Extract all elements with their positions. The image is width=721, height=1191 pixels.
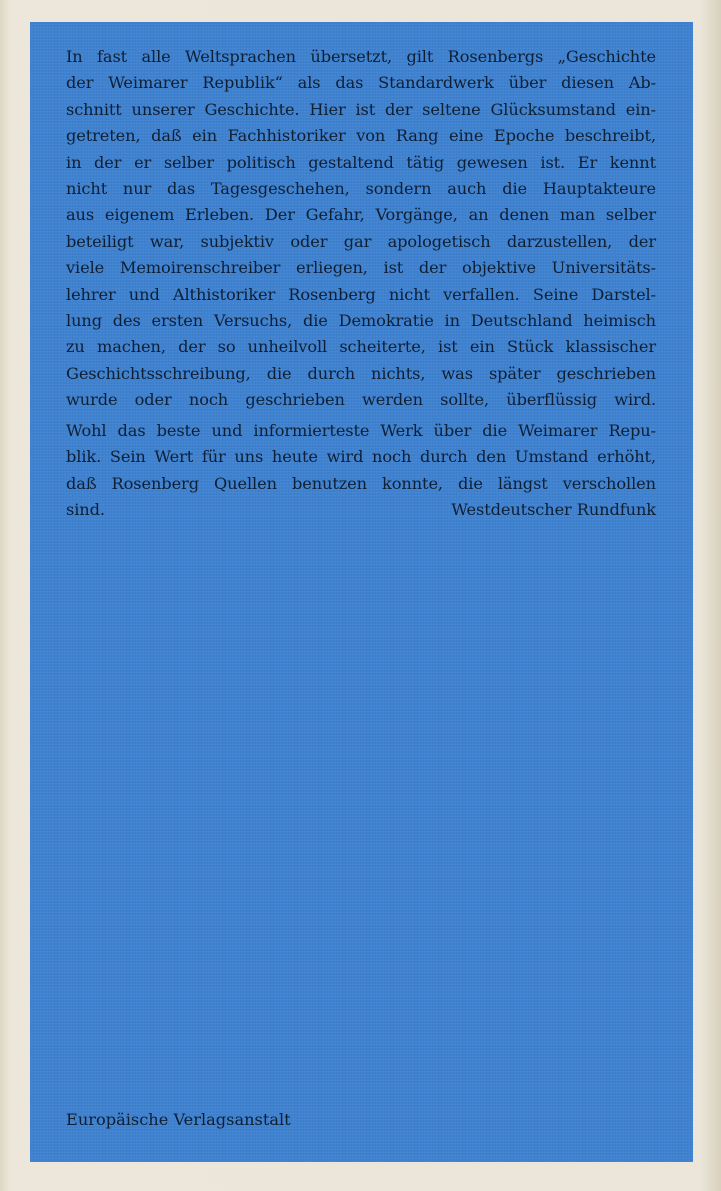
blurb-paragraph-2 [66,418,656,524]
blurb-line: aus eigenem Erleben. Der Gefahr, Vorgänge, an denen man selber [66,205,656,225]
blurb-line: getreten, daß ein Fachhistoriker von Rang eine Epoche beschreibt, [66,126,656,146]
blurb-line: viele Memoirenschreiber erliegen, ist der objektive Universitäts- [66,258,656,278]
blurb-line: in der er selber politisch gestaltend tätig gewesen ist. Er kennt [66,152,656,172]
blurb-line: blik. Sein Wert für uns heute wird noch durch den Umstand erhöht, [66,447,656,467]
blurb-line: der Weimarer Republik“ als das Standardwerk über diesen Ab- [66,73,656,93]
blurb-line: In fast alle Weltsprachen übersetzt, gilt Rosenbergs „Geschichte [66,47,656,66]
blurb-line: wurde oder noch geschrieben werden sollte, überflüssig wird. [66,390,656,410]
blurb-line: Wohl das beste und informierteste Werk über die Weimarer Repu- [66,421,656,440]
blurb-line: daß Rosenberg Quellen benutzen konnte, die längst verschollen [66,473,656,493]
blurb-line: schnitt unserer Geschichte. Hier ist der seltene Glücksumstand ein- [66,99,656,119]
blurb-line: lehrer und Althistoriker Rosenberg nicht verfallen. Seine Darstel- [66,284,656,304]
blurb-line: sind. [66,500,105,520]
blurb-paragraph-1 [66,44,656,414]
quote-source: Westdeutscher Rundfunk [451,500,656,520]
blue-cover-panel [30,22,693,1162]
blurb-line: Geschichtsschreibung, die durch nichts, was später geschrieben [66,363,656,383]
blurb-line: nicht nur das Tagesgeschehen, sondern auch die Hauptakteure [66,179,656,199]
blurb-line: lung des ersten Versuchs, die Demokratie in Deutschland heimisch [66,311,656,331]
blurb-line: zu machen, der so unheilvoll scheiterte, ist ein Stück klassischer [66,337,656,357]
closing-row [66,497,656,523]
blurb-line: beteiligt war, subjektiv oder gar apologetisch darzustellen, der [66,231,656,251]
publisher-name: Europäische Verlagsanstalt [66,1110,291,1129]
